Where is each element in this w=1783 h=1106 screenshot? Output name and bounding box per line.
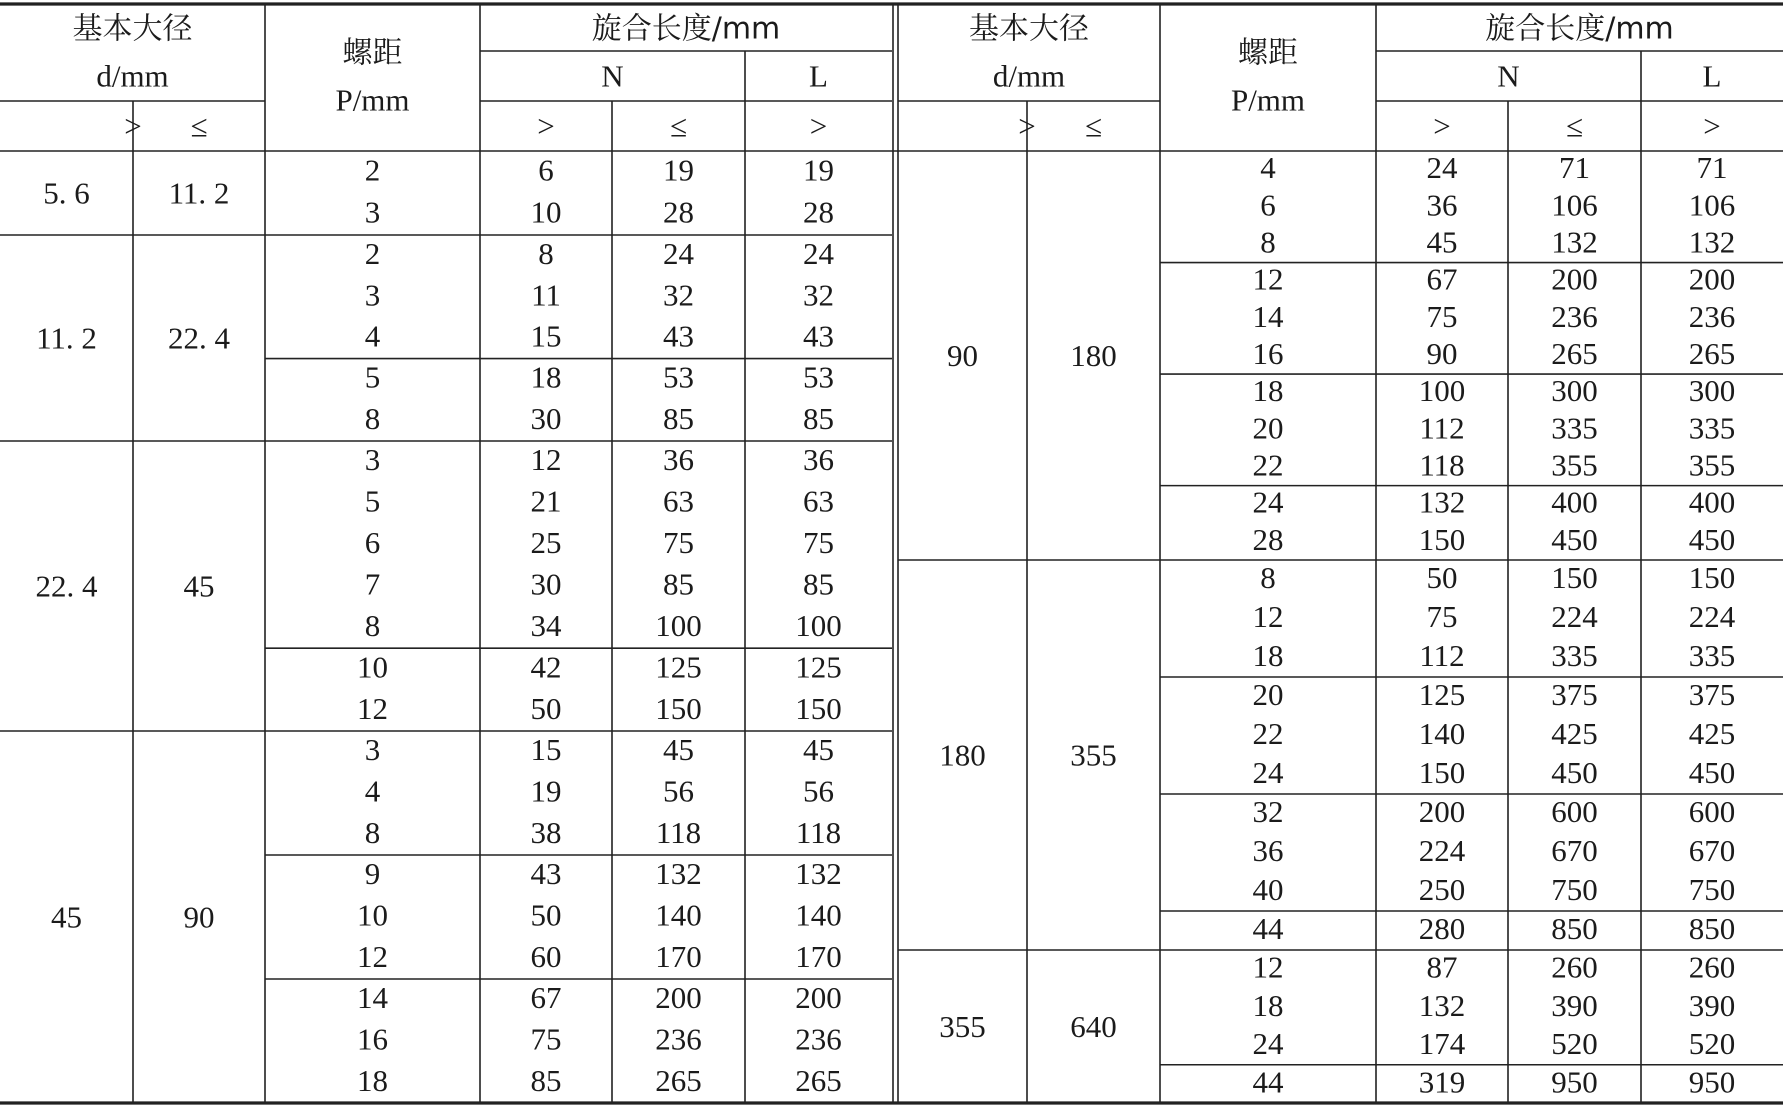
right-n-max-cell: 300	[1551, 373, 1598, 409]
right-n-max-cell: 355	[1551, 447, 1598, 483]
right-n-min-cell: 200	[1418, 794, 1466, 829]
right-pitch-cell: 20	[1252, 410, 1284, 446]
right-l-min-cell: 132	[1688, 224, 1736, 260]
right-n-max-cell: 390	[1551, 987, 1598, 1023]
right-l-min-cell: 670	[1688, 833, 1736, 868]
left-n-min-cell: 10	[530, 194, 562, 230]
right-n-min-cell: 150	[1418, 755, 1466, 790]
left-pitch-cell: 3	[364, 442, 381, 478]
left-diameter-max: 11. 2	[168, 175, 230, 211]
left-l-min-cell: 140	[795, 897, 842, 933]
left-l-min-cell: 56	[803, 773, 834, 809]
left-pitch-cell: 2	[364, 152, 381, 188]
right-l-min-cell: 265	[1688, 336, 1736, 371]
left-l-min-cell: 100	[795, 607, 842, 643]
left-n-max-cell: 28	[663, 194, 694, 230]
right-pitch-cell: 40	[1252, 872, 1284, 907]
left-n-max-cell: 265	[655, 1062, 702, 1098]
right-l-gt-header: >	[1703, 108, 1721, 144]
right-l-min-cell: 106	[1688, 187, 1736, 223]
left-l-min-cell: 36	[803, 442, 834, 478]
right-l-min-cell: 150	[1688, 560, 1736, 595]
left-pitch-cell: 3	[364, 194, 381, 230]
right-n-min-cell: 100	[1418, 373, 1466, 409]
left-pitch-cell: 14	[357, 980, 388, 1016]
right-pitch-cell: 36	[1252, 833, 1284, 868]
left-le-header: ≤	[190, 108, 208, 144]
right-n-min-cell: 24	[1426, 150, 1458, 186]
right-n-min-cell: 112	[1419, 410, 1465, 446]
left-n-min-cell: 42	[530, 649, 562, 685]
left-n-max-cell: 43	[663, 318, 694, 354]
left-l-min-cell: 118	[795, 814, 842, 850]
right-group-l: L	[1702, 58, 1722, 94]
left-diameter-max: 90	[183, 899, 215, 935]
right-n-max-cell: 224	[1551, 599, 1598, 634]
left-n-min-cell: 15	[530, 318, 562, 354]
right-n-max-cell: 335	[1551, 638, 1598, 673]
right-n-min-cell: 125	[1418, 677, 1466, 712]
right-diameter-max: 355	[1070, 737, 1117, 773]
left-length-label: 旋合长度/mm	[591, 11, 781, 47]
right-n-max-cell: 106	[1551, 187, 1598, 223]
left-n-min-cell: 21	[530, 483, 562, 519]
left-pitch-cell: 7	[364, 566, 381, 602]
right-pitch-cell: 12	[1252, 949, 1284, 985]
left-n-min-cell: 15	[530, 732, 562, 768]
left-l-min-cell: 63	[803, 483, 834, 519]
right-pitch-cell: 12	[1252, 261, 1284, 297]
left-n-max-cell: 118	[655, 814, 702, 850]
left-pitch-unit: P/mm	[335, 82, 410, 118]
right-diameter-label: 基本大径	[969, 11, 1089, 47]
left-l-min-cell: 150	[795, 690, 842, 726]
left-n-max-cell: 19	[663, 152, 694, 188]
right-l-min-cell: 375	[1688, 677, 1736, 712]
left-n-min-cell: 25	[530, 525, 562, 561]
right-pitch-cell: 18	[1252, 638, 1284, 673]
right-n-max-cell: 200	[1551, 261, 1598, 297]
left-l-min-cell: 85	[803, 400, 834, 436]
table-text	[36, 12, 1736, 1100]
left-pitch-cell: 4	[364, 318, 381, 354]
right-pitch-cell: 14	[1252, 298, 1284, 334]
right-n-max-cell: 520	[1551, 1026, 1598, 1062]
right-n-max-cell: 450	[1551, 755, 1598, 790]
left-l-min-cell: 19	[803, 152, 834, 188]
left-pitch-cell: 6	[364, 525, 381, 561]
right-pitch-cell: 8	[1260, 224, 1276, 260]
left-n-min-cell: 30	[530, 400, 562, 436]
left-n-max-cell: 32	[663, 277, 694, 313]
left-l-min-cell: 236	[795, 1021, 842, 1057]
right-n-max-cell: 71	[1559, 150, 1590, 186]
right-n-min-cell: 112	[1419, 638, 1465, 673]
right-pitch-cell: 44	[1252, 911, 1284, 946]
right-l-min-cell: 335	[1688, 638, 1736, 673]
right-l-min-cell: 200	[1688, 261, 1736, 297]
left-diameter-min: 45	[51, 899, 82, 935]
right-pitch-cell: 12	[1252, 599, 1284, 634]
right-l-min-cell: 71	[1696, 150, 1728, 186]
right-n-max-cell: 375	[1551, 677, 1598, 712]
right-n-min-cell: 118	[1419, 447, 1465, 483]
right-pitch-cell: 44	[1252, 1064, 1284, 1100]
left-pitch-cell: 10	[357, 897, 388, 933]
right-n-min-cell: 45	[1426, 224, 1458, 260]
right-l-min-cell: 355	[1688, 447, 1736, 483]
right-l-min-cell: 520	[1688, 1026, 1736, 1062]
left-diameter-unit: d/mm	[96, 58, 169, 94]
left-pitch-cell: 5	[364, 359, 381, 395]
right-pitch-cell: 18	[1252, 373, 1284, 409]
left-pitch-cell: 18	[357, 1062, 388, 1098]
right-l-min-cell: 450	[1688, 521, 1736, 557]
left-pitch-cell: 8	[364, 607, 381, 643]
right-n-min-cell: 280	[1418, 911, 1466, 946]
right-n-max-cell: 950	[1551, 1064, 1598, 1100]
left-l-min-cell: 45	[803, 732, 834, 768]
right-n-min-cell: 75	[1426, 298, 1458, 334]
left-l-min-cell: 24	[803, 236, 834, 272]
right-pitch-unit: P/mm	[1230, 82, 1306, 118]
right-n-max-cell: 236	[1551, 298, 1598, 334]
left-pitch-cell: 12	[357, 938, 388, 974]
left-diameter-max: 45	[183, 568, 215, 604]
right-pitch-cell: 32	[1252, 794, 1284, 829]
left-n-le-header: ≤	[669, 108, 688, 144]
left-n-max-cell: 85	[663, 566, 694, 602]
left-n-min-cell: 50	[530, 897, 562, 933]
left-pitch-cell: 8	[364, 814, 381, 850]
left-n-max-cell: 132	[655, 856, 702, 892]
right-n-max-cell: 450	[1551, 521, 1598, 557]
right-n-max-cell: 150	[1551, 560, 1598, 595]
left-pitch-cell: 16	[357, 1021, 388, 1057]
left-n-max-cell: 85	[663, 400, 694, 436]
right-pitch-cell: 22	[1252, 716, 1284, 751]
right-n-min-cell: 132	[1418, 987, 1466, 1023]
left-diameter-min: 22. 4	[35, 568, 98, 604]
left-n-min-cell: 6	[538, 152, 554, 188]
left-l-min-cell: 200	[795, 980, 842, 1016]
right-l-min-cell: 224	[1688, 599, 1736, 634]
left-n-max-cell: 125	[655, 649, 702, 685]
left-l-gt-header: >	[809, 108, 828, 144]
right-n-min-cell: 87	[1426, 949, 1458, 985]
right-n-min-cell: 132	[1418, 484, 1466, 520]
right-n-min-cell: 75	[1426, 599, 1458, 634]
left-group-l: L	[809, 58, 828, 94]
left-n-min-cell: 75	[530, 1021, 562, 1057]
left-n-max-cell: 63	[663, 483, 694, 519]
left-l-min-cell: 28	[803, 194, 834, 230]
left-n-min-cell: 12	[530, 442, 562, 478]
right-l-min-cell: 450	[1688, 755, 1736, 790]
table-grid	[0, 4, 1783, 1103]
right-pitch-cell: 24	[1252, 755, 1284, 790]
right-l-min-cell: 236	[1688, 298, 1736, 334]
left-n-min-cell: 18	[530, 359, 562, 395]
right-n-max-cell: 750	[1551, 872, 1598, 907]
right-n-max-cell: 335	[1551, 410, 1598, 446]
left-gt-header: >	[124, 108, 142, 144]
right-n-max-cell: 600	[1551, 794, 1598, 829]
right-n-gt-header: >	[1433, 108, 1451, 144]
right-gt-header: >	[1018, 108, 1036, 144]
right-diameter-min: 355	[939, 1009, 986, 1044]
left-l-min-cell: 85	[803, 566, 834, 602]
right-n-min-cell: 174	[1418, 1026, 1466, 1062]
left-n-min-cell: 19	[530, 773, 562, 809]
right-n-min-cell: 250	[1418, 872, 1466, 907]
right-l-min-cell: 300	[1688, 373, 1736, 409]
left-l-min-cell: 75	[803, 525, 834, 561]
right-diameter-min: 180	[939, 737, 986, 773]
left-n-max-cell: 236	[655, 1021, 702, 1057]
right-pitch-cell: 4	[1260, 150, 1276, 186]
right-l-min-cell: 335	[1688, 410, 1736, 446]
right-l-min-cell: 390	[1688, 987, 1736, 1023]
left-pitch-cell: 9	[364, 856, 381, 892]
left-n-max-cell: 53	[663, 359, 694, 395]
left-n-max-cell: 75	[663, 525, 694, 561]
right-pitch-cell: 24	[1252, 1026, 1284, 1062]
right-l-min-cell: 950	[1688, 1064, 1736, 1100]
left-diameter-min: 5. 6	[43, 175, 90, 211]
left-l-min-cell: 125	[795, 649, 842, 685]
right-diameter-min: 90	[947, 338, 978, 373]
right-n-min-cell: 90	[1426, 336, 1458, 371]
right-pitch-cell: 18	[1252, 987, 1284, 1023]
right-n-max-cell: 425	[1551, 716, 1598, 751]
left-n-min-cell: 38	[530, 814, 562, 850]
left-n-min-cell: 85	[530, 1062, 562, 1098]
right-n-min-cell: 67	[1426, 261, 1458, 297]
left-n-max-cell: 36	[663, 442, 694, 478]
right-n-le-header: ≤	[1565, 108, 1584, 144]
right-n-max-cell: 670	[1551, 833, 1598, 868]
right-n-min-cell: 319	[1418, 1064, 1466, 1100]
left-pitch-label: 螺距	[342, 35, 403, 71]
right-l-min-cell: 600	[1688, 794, 1736, 829]
left-pitch-cell: 3	[364, 277, 381, 313]
left-diameter-label: 基本大径	[72, 11, 193, 47]
left-l-min-cell: 32	[803, 277, 834, 313]
left-pitch-cell: 2	[364, 236, 381, 272]
right-diameter-max: 640	[1070, 1009, 1117, 1044]
left-n-min-cell: 8	[538, 236, 554, 272]
right-pitch-cell: 16	[1252, 336, 1284, 371]
right-n-min-cell: 224	[1418, 833, 1466, 868]
left-n-gt-header: >	[537, 108, 555, 144]
right-n-max-cell: 400	[1551, 484, 1598, 520]
left-n-min-cell: 50	[530, 690, 562, 726]
right-length-label: 旋合长度/mm	[1485, 11, 1674, 47]
right-l-min-cell: 400	[1688, 484, 1736, 520]
left-n-max-cell: 45	[663, 732, 694, 768]
right-n-min-cell: 36	[1426, 187, 1458, 223]
left-pitch-cell: 5	[364, 483, 381, 519]
right-group-n: N	[1497, 58, 1520, 94]
right-pitch-cell: 28	[1252, 521, 1284, 557]
right-l-min-cell: 425	[1688, 716, 1736, 751]
left-l-min-cell: 265	[795, 1062, 842, 1098]
right-n-max-cell: 132	[1551, 224, 1598, 260]
left-n-max-cell: 150	[655, 690, 702, 726]
right-pitch-cell: 22	[1252, 447, 1284, 483]
left-l-min-cell: 53	[803, 359, 834, 395]
right-l-min-cell: 260	[1688, 949, 1736, 985]
left-pitch-cell: 10	[357, 649, 388, 685]
left-n-min-cell: 60	[530, 938, 562, 974]
left-n-max-cell: 56	[663, 773, 694, 809]
left-n-max-cell: 24	[663, 236, 694, 272]
left-pitch-cell: 3	[364, 732, 381, 768]
left-pitch-cell: 12	[357, 690, 388, 726]
right-n-max-cell: 265	[1551, 336, 1598, 371]
left-n-min-cell: 43	[530, 856, 562, 892]
right-pitch-cell: 8	[1260, 560, 1276, 595]
left-diameter-max: 22. 4	[168, 320, 230, 356]
left-n-max-cell: 170	[655, 938, 702, 974]
right-n-max-cell: 260	[1551, 949, 1598, 985]
right-pitch-label: 螺距	[1238, 35, 1298, 71]
right-pitch-cell: 20	[1252, 677, 1284, 712]
left-n-min-cell: 11	[531, 277, 561, 313]
left-n-min-cell: 67	[530, 980, 562, 1016]
left-n-min-cell: 30	[530, 566, 562, 602]
left-l-min-cell: 43	[803, 318, 834, 354]
right-pitch-cell: 6	[1260, 187, 1276, 223]
right-l-min-cell: 850	[1688, 911, 1736, 946]
left-group-n: N	[601, 58, 624, 94]
left-l-min-cell: 170	[795, 938, 842, 974]
right-le-header: ≤	[1084, 108, 1103, 144]
right-diameter-unit: d/mm	[992, 58, 1066, 94]
right-n-max-cell: 850	[1551, 911, 1598, 946]
left-n-max-cell: 100	[655, 607, 702, 643]
left-n-min-cell: 34	[530, 607, 562, 643]
left-l-min-cell: 132	[795, 856, 842, 892]
right-pitch-cell: 24	[1252, 484, 1284, 520]
left-diameter-min: 11. 2	[36, 320, 97, 356]
left-n-max-cell: 140	[655, 897, 702, 933]
left-pitch-cell: 8	[364, 400, 381, 436]
right-diameter-max: 180	[1070, 338, 1117, 373]
left-n-max-cell: 200	[655, 980, 702, 1016]
right-n-min-cell: 140	[1418, 716, 1466, 751]
right-n-min-cell: 150	[1418, 521, 1466, 557]
right-l-min-cell: 750	[1688, 872, 1736, 907]
right-n-min-cell: 50	[1426, 560, 1458, 595]
left-pitch-cell: 4	[364, 773, 381, 809]
